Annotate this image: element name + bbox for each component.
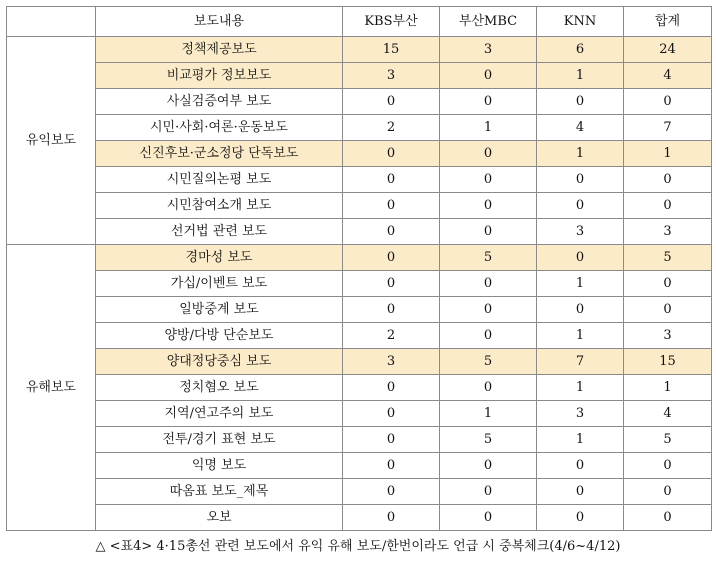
- row-label: 가십/이벤트 보도: [96, 271, 343, 297]
- row-label: 정책제공보도: [96, 37, 343, 63]
- mbc-value: 0: [440, 141, 537, 167]
- total-value: 5: [624, 245, 712, 271]
- kbs-value: 0: [343, 479, 440, 505]
- group-label: 유해보도: [7, 245, 96, 531]
- table-row: [7, 219, 712, 245]
- mbc-value: 0: [440, 297, 537, 323]
- row-label: 익명 보도: [96, 453, 343, 479]
- total-value: 4: [624, 63, 712, 89]
- table-row: [7, 193, 712, 219]
- table-row: [7, 401, 712, 427]
- kbs-value: 0: [343, 375, 440, 401]
- knn-value: 3: [537, 401, 624, 427]
- knn-value: 0: [537, 89, 624, 115]
- total-value: 0: [624, 167, 712, 193]
- total-value: 0: [624, 193, 712, 219]
- kbs-value: 0: [343, 297, 440, 323]
- knn-value: 1: [537, 375, 624, 401]
- table-row: [7, 37, 712, 63]
- mbc-value: 0: [440, 323, 537, 349]
- mbc-value: 0: [440, 193, 537, 219]
- mbc-value: 0: [440, 63, 537, 89]
- kbs-value: 0: [343, 401, 440, 427]
- mbc-value: 5: [440, 245, 537, 271]
- kbs-value: 0: [343, 167, 440, 193]
- kbs-value: 3: [343, 349, 440, 375]
- knn-value: 0: [537, 453, 624, 479]
- kbs-value: 0: [343, 453, 440, 479]
- knn-value: 0: [537, 245, 624, 271]
- knn-value: 4: [537, 115, 624, 141]
- mbc-value: 0: [440, 453, 537, 479]
- total-value: 24: [624, 37, 712, 63]
- mbc-value: 1: [440, 115, 537, 141]
- group-label: 유익보도: [7, 37, 96, 245]
- mbc-value: 0: [440, 89, 537, 115]
- row-label: 따옴표 보도_제목: [96, 479, 343, 505]
- total-value: 0: [624, 89, 712, 115]
- table-row: [7, 349, 712, 375]
- knn-value: 0: [537, 167, 624, 193]
- mbc-value: 0: [440, 167, 537, 193]
- kbs-value: 0: [343, 505, 440, 531]
- total-value: 1: [624, 375, 712, 401]
- table-row: [7, 323, 712, 349]
- table-caption: △ <표4> 4·15총선 관련 보도에서 유익 유해 보도/한번이라도 언급 시 중복체크(4/6~4/12): [95, 539, 621, 554]
- knn-value: 0: [537, 479, 624, 505]
- table-row: [7, 453, 712, 479]
- kbs-value: 0: [343, 271, 440, 297]
- kbs-value: 0: [343, 427, 440, 453]
- total-value: 4: [624, 401, 712, 427]
- table-row: [7, 297, 712, 323]
- row-label: 비교평가 정보보도: [96, 63, 343, 89]
- kbs-value: 0: [343, 89, 440, 115]
- row-label: 선거법 관련 보도: [96, 219, 343, 245]
- table-row: [7, 479, 712, 505]
- row-label: 양방/다방 단순보도: [96, 323, 343, 349]
- table-row: [7, 245, 712, 271]
- table-row: [7, 375, 712, 401]
- total-value: 0: [624, 271, 712, 297]
- header-mbc: 부산MBC: [440, 7, 537, 37]
- knn-value: 1: [537, 427, 624, 453]
- header-item: 보도내용: [96, 7, 343, 37]
- total-value: 0: [624, 479, 712, 505]
- knn-value: 0: [537, 193, 624, 219]
- total-value: 0: [624, 505, 712, 531]
- mbc-value: 5: [440, 427, 537, 453]
- total-value: 3: [624, 219, 712, 245]
- kbs-value: 0: [343, 141, 440, 167]
- total-value: 0: [624, 453, 712, 479]
- total-value: 15: [624, 349, 712, 375]
- mbc-value: 0: [440, 219, 537, 245]
- total-value: 3: [624, 323, 712, 349]
- row-label: 경마성 보도: [96, 245, 343, 271]
- mbc-value: 0: [440, 271, 537, 297]
- header-row: [7, 7, 712, 37]
- table-row: [7, 427, 712, 453]
- header-total: 합계: [624, 7, 712, 37]
- table-row: [7, 63, 712, 89]
- report-table: [6, 6, 712, 531]
- kbs-value: 3: [343, 63, 440, 89]
- kbs-value: 2: [343, 115, 440, 141]
- row-label: 지역/연고주의 보도: [96, 401, 343, 427]
- knn-value: 1: [537, 141, 624, 167]
- mbc-value: 5: [440, 349, 537, 375]
- row-label: 시민질의논평 보도: [96, 167, 343, 193]
- row-label: 양대정당중심 보도: [96, 349, 343, 375]
- table-row: [7, 505, 712, 531]
- knn-value: 1: [537, 323, 624, 349]
- total-value: 7: [624, 115, 712, 141]
- row-label: 전투/경기 표현 보도: [96, 427, 343, 453]
- table-row: [7, 271, 712, 297]
- kbs-value: 0: [343, 219, 440, 245]
- row-label: 사실검증여부 보도: [96, 89, 343, 115]
- table-body: [7, 37, 712, 531]
- total-value: 1: [624, 141, 712, 167]
- mbc-value: 3: [440, 37, 537, 63]
- row-label: 오보: [96, 505, 343, 531]
- total-value: 5: [624, 427, 712, 453]
- mbc-value: 0: [440, 375, 537, 401]
- table-row: [7, 167, 712, 193]
- total-value: 0: [624, 297, 712, 323]
- table-row: [7, 115, 712, 141]
- knn-value: 1: [537, 271, 624, 297]
- row-label: 정치혐오 보도: [96, 375, 343, 401]
- mbc-value: 0: [440, 505, 537, 531]
- kbs-value: 2: [343, 323, 440, 349]
- knn-value: 6: [537, 37, 624, 63]
- header-category: [7, 7, 96, 37]
- knn-value: 0: [537, 297, 624, 323]
- mbc-value: 0: [440, 479, 537, 505]
- table-row: [7, 141, 712, 167]
- report-table-container: [6, 6, 711, 531]
- table-row: [7, 89, 712, 115]
- kbs-value: 0: [343, 193, 440, 219]
- row-label: 시민·사회·여론·운동보도: [96, 115, 343, 141]
- knn-value: 1: [537, 63, 624, 89]
- row-label: 신진후보·군소정당 단독보도: [96, 141, 343, 167]
- kbs-value: 15: [343, 37, 440, 63]
- header-kbs: KBS부산: [343, 7, 440, 37]
- row-label: 일방중계 보도: [96, 297, 343, 323]
- knn-value: 3: [537, 219, 624, 245]
- mbc-value: 1: [440, 401, 537, 427]
- knn-value: 7: [537, 349, 624, 375]
- row-label: 시민참여소개 보도: [96, 193, 343, 219]
- header-knn: KNN: [537, 7, 624, 37]
- kbs-value: 0: [343, 245, 440, 271]
- knn-value: 0: [537, 505, 624, 531]
